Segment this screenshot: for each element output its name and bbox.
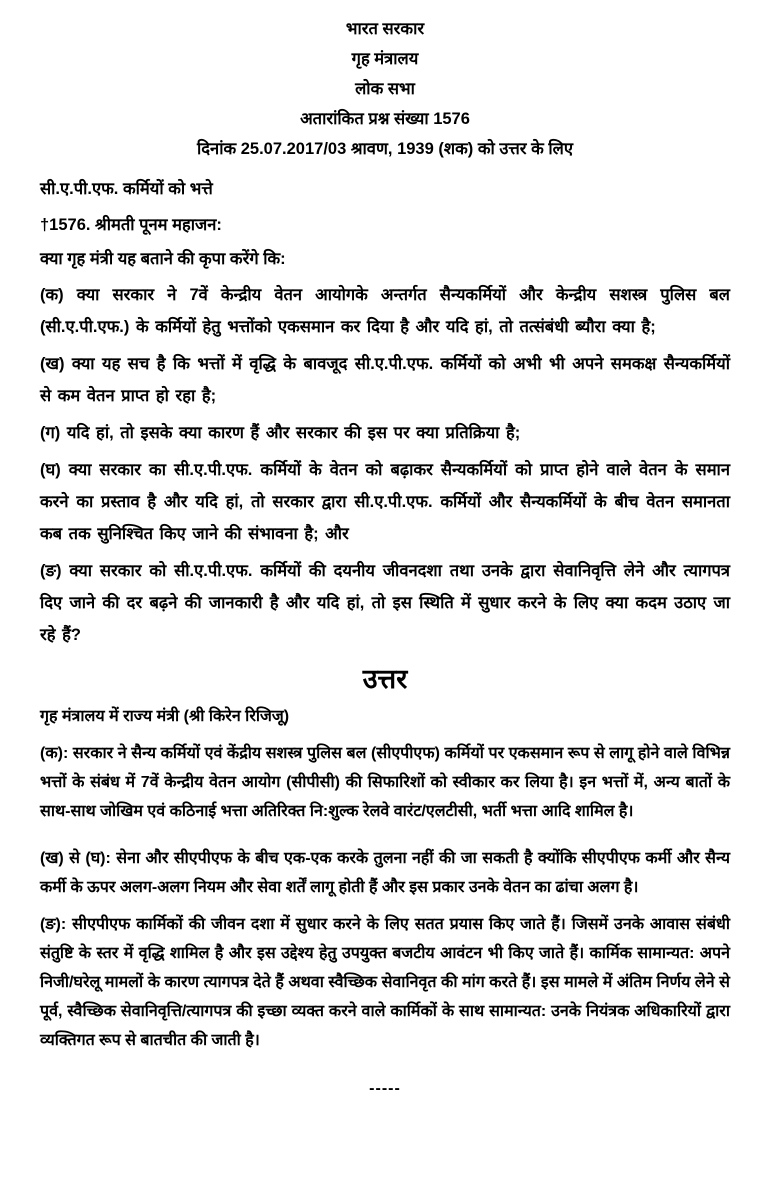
- answer-part-ka: (क): सरकार ने सैन्य कर्मियों एवं केंद्रीय सशस्त्र पुलिस बल (सीएपीएफ) कर्मियों पर एकसमान रूप से लागू होने वाले विभिन्न भत्तों के संबंध में 7वें केन्द्रीय वेतन आयोग (सीपीसी) की सिफारिशों को स्वीकार कर लिया है। इन भत्तों में, अन्य बातों के साथ-साथ जोखिम एवं कठिनाई भत्ता अतिरिक्त नि:शुल्क रेलवे वारंट/एलटीसी, भर्ती भत्ता आदि शामिल है।: [40, 745, 730, 820]
- end-of-document-dashes: -----: [369, 1080, 401, 1097]
- answer-part-nga: (ङ): सीएपीएफ कार्मिकों की जीवन दशा में सुधार करने के लिए सतत प्रयास किए जाते हैं। जिसमें उनके आवास संबंधी संतुष्टि के स्तर में वृद्धि शामिल है और इस उद्देश्य हेतु उपयुक्त बजटीय आवंटन भी किए जाते हैं। कार्मिक सामान्यत: अपने निजी/घरेलू मामलों के कारण त्यागपत्र देते हैं अथवा स्वैच्छिक सेवानिवृत की मांग करते हैं। इस मामले में अंतिम निर्णय लेने से पूर्व, स्वैच्छिक सेवानिवृत्ति/त्यागपत्र की इच्छा व्यक्त करने वाले कार्मिकों के साथ सामान्यत: उनके नियंत्रक अधिकारियों द्वारा व्यक्तिगत रूप से बातचीत की जाती है।: [40, 916, 730, 1049]
- header-house: लोक सभा: [355, 80, 415, 98]
- question-part-nga: (ङ) क्या सरकार को सी.ए.पी.एफ. कर्मियों की दयनीय जीवनदशा तथा उनके द्वारा सेवानिवृत्ति लेने और त्यागपत्र दिए जाने की दर बढ़ने की जानकारी है और यदि हां, तो इस स्थिति में सुधार करने के लिए क्या कदम उठाए जा रहे हैं?: [40, 562, 730, 644]
- header-ministry: गृह मंत्रालय: [351, 50, 419, 68]
- question-part-ga: (ग) यदि हां, तो इसके क्या कारण हैं और सरकार की इस पर क्या प्रतिक्रिया है;: [40, 424, 521, 442]
- answer-heading: उत्तर: [362, 664, 408, 694]
- question-intro: क्या गृह मंत्री यह बताने की कृपा करेंगे कि:: [40, 250, 286, 268]
- minister-line: गृह मंत्रालय में राज्य मंत्री (श्री किरेन रिजिजू): [40, 708, 290, 725]
- header-government: भारत सरकार: [345, 20, 425, 38]
- member-line: †1576. श्रीमती पूनम महाजन:: [40, 216, 222, 234]
- question-part-ka: (क) क्या सरकार ने 7वें केन्द्रीय वेतन आयोगके अन्तर्गत सैन्यकर्मियों और केन्द्रीय सशस्त्र पुलिस बल (सी.ए.पी.एफ.) के कर्मियों हेतु भत्तोंको एकसमान कर दिया है और यदि हां, तो तत्संबंधी ब्यौरा क्या है;: [40, 286, 730, 336]
- document-header: [40, 14, 730, 164]
- answer-part-kha-to-gha: (ख) से (घ): सेना और सीएपीएफ के बीच एक-एक करके तुलना नहीं की जा सकती है क्योंकि सीएपीएफ कर्मी और सैन्य कर्मी के ऊपर अलग-अलग नियम और सेवा शर्तें लागू होती हैं और इस प्रकार उनके वेतन का ढांचा अलग है।: [40, 850, 730, 896]
- header-answer-date: दिनांक 25.07.2017/03 श्रावण, 1939 (शक) को उत्तर के लिए: [197, 140, 573, 158]
- subject-line: सी.ए.पी.एफ. कर्मियों को भत्ते: [40, 180, 213, 198]
- question-part-gha: (घ) क्या सरकार का सी.ए.पी.एफ. कर्मियों के वेतन को बढ़ाकर सैन्यकर्मियों को प्राप्त होने वाले वेतन के समान करने का प्रस्ताव है और यदि हां, तो सरकार द्वारा सी.ए.पी.एफ. कर्मियों और सैन्यकर्मियों के बीच वेतन समानता कब तक सुनिश्चित किए जाने की संभावना है; और: [40, 461, 730, 543]
- question-part-kha: (ख) क्या यह सच है कि भत्तों में वृद्धि के बावजूद सी.ए.पी.एफ. कर्मियों को अभी भी अपने समकक्ष सैन्यकर्मियों से कम वेतन प्राप्त हो रहा है;: [40, 355, 730, 405]
- header-question-number: अतारांकित प्रश्न संख्या 1576: [300, 110, 470, 128]
